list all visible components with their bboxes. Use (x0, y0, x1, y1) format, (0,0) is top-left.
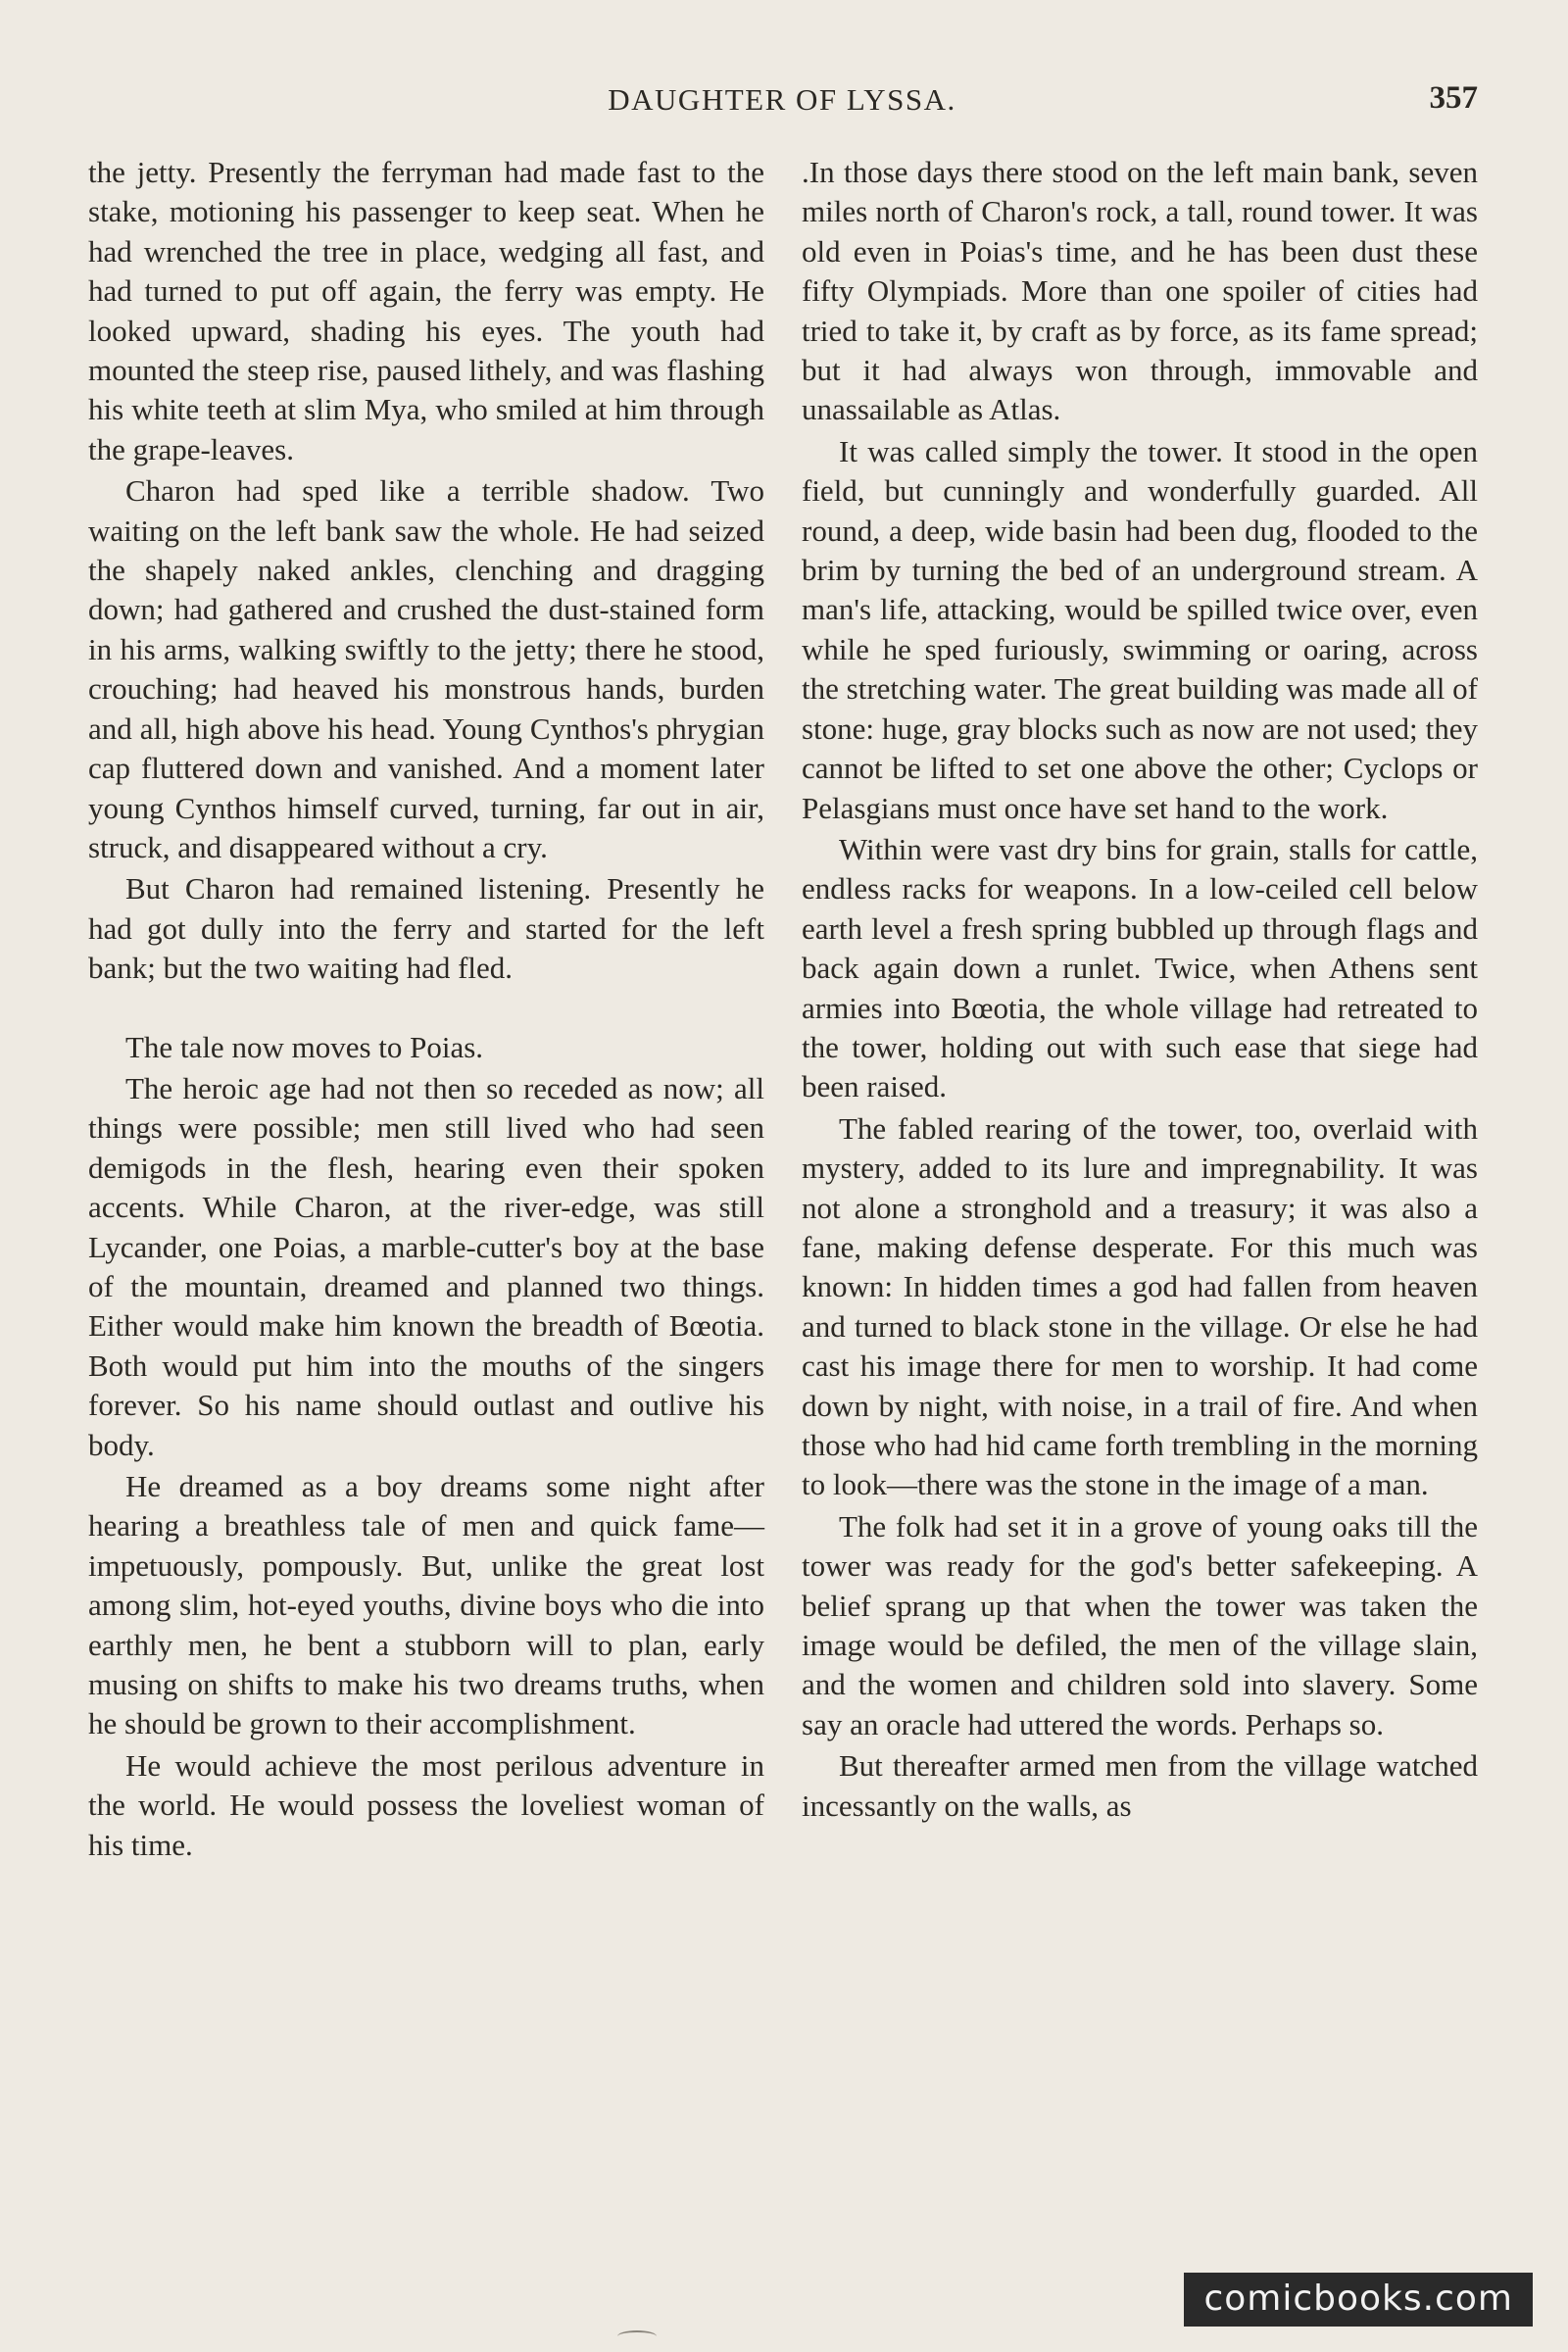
paragraph: It was called simply the tower. It stood in the open field, but cunningly and wonderfully guarded. All round, a deep, wide basin had been dug, flooded to the brim by turning the bed of an underground stream. A man's life, attacking, would be spilled twice over, even while he sped furiously, swimming or oaring, across the stretching water. The great building was made all of stone: huge, gray blocks such as now are not used; they cannot be lifted to set one above the other; Cyclops or Pelasgians must once have set hand to the work. (802, 433, 1478, 825)
paragraph: He dreamed as a boy dreams some night after hearing a breathless tale of men and quick fame—impetuously, pompously. But, unlike the great lost among slim, hot-eyed youths, divine boys who die into earthly men, he bent a stubborn will to plan, early musing on shifts to make his two dreams truths, when he should be grown to their accomplishment. (88, 1469, 764, 1741)
paragraph: the jetty. Presently the ferryman had made fast to the stake, motioning his passenger to keep seat. When he had wrenched the tree in place, wedging all fast, and had turned to put off again, the ferry was empty. He looked upward, shading his eyes. The youth had mounted the steep rise, paused lithely, and was flashing his white teeth at slim Mya, who smiled at him through the grape-leaves. (88, 155, 764, 466)
paragraph: The heroic age had not then so receded as now; all things were possible; men still lived who had seen demigods in the flesh, hearing even their spoken accents. While Charon, at the river-edge, was still Lycander, one Poias, a marble-cutter's boy at the base of the mountain, dreamed and planned two things. Either would make him known the breadth of Bœotia. Both would put him into the mouths of the singers forever. So his name should outlast and outlive his body. (88, 1070, 764, 1462)
watermark-badge: comicbooks.com (1184, 2273, 1533, 2327)
running-title: DAUGHTER OF LYSSA. (608, 82, 956, 117)
paragraph: But Charon had remained listening. Presently he had got dully into the ferry and started for the left bank; but the two waiting had fled. (88, 871, 764, 986)
paragraph: But thereafter armed men from the village watched incessantly on the walls, as (802, 1748, 1478, 1823)
paragraph: The folk had set it in a grove of young oaks till the tower was ready for the god's better safekeeping. A belief sprang up that when the tower was taken the image would be defiled, the men of the village slain, and the women and children sold into slavery. Some say an oracle had uttered the words. Perhaps so. (802, 1508, 1478, 1741)
running-header (86, 76, 1478, 122)
paragraph: Within were vast dry bins for grain, stalls for cattle, endless racks for weapons. In a low-ceiled cell below earth level a fresh spring bubbled up through flags and back again down a runlet. Twice, when Athens sent armies into Bœotia, the whole village had retreated to the tower, holding out with such ease that siege had been raised. (802, 831, 1478, 1104)
paragraph: .In those days there stood on the left main bank, seven miles north of Charon's rock, a tall, round tower. It was old even in Poias's time, and he has been dust these fifty Olympiads. More than one spoiler of cities had tried to take it, by craft as by force, as its fame spread; but it had always won through, immovable and unassailable as Atlas. (802, 155, 1478, 427)
paragraph: Charon had sped like a terrible shadow. Two waiting on the left bank saw the whole. He had seized the shapely naked ankles, clenching and dragging down; had gathered and crushed the dust-stained form in his arms, walking swiftly to the jetty; there he stood, crouching; had heaved his monstrous hands, burden and all, high above his head. Young Cynthos's phrygian cap fluttered down and vanished. And a moment later young Cynthos himself curved, turning, far out in air, struck, and disappeared without a cry. (88, 473, 764, 864)
paragraph: The fabled rearing of the tower, too, overlaid with mystery, added to its lure and impregnability. It was not alone a stronghold and a treasury; it was also a fane, making defense desperate. For this much was known: In hidden times a god had fallen from heaven and turned to black stone in the village. Or else he had cast his image there for men to worship. It had come down by night, with noise, in a trail of fire. And when those who had hid came forth trembling in the morning to look—there was the stone in the image of a man. (802, 1110, 1478, 1502)
page-footer-ornament (617, 2330, 657, 2342)
page-number: 357 (1429, 80, 1478, 116)
right-column (802, 153, 1478, 1828)
paragraph: The tale now moves to Poias. (125, 1029, 484, 1064)
paragraph: He would achieve the most perilous adventure in the world. He would possess the loveliest woman of his time. (88, 1747, 764, 1862)
left-column (88, 153, 764, 1867)
